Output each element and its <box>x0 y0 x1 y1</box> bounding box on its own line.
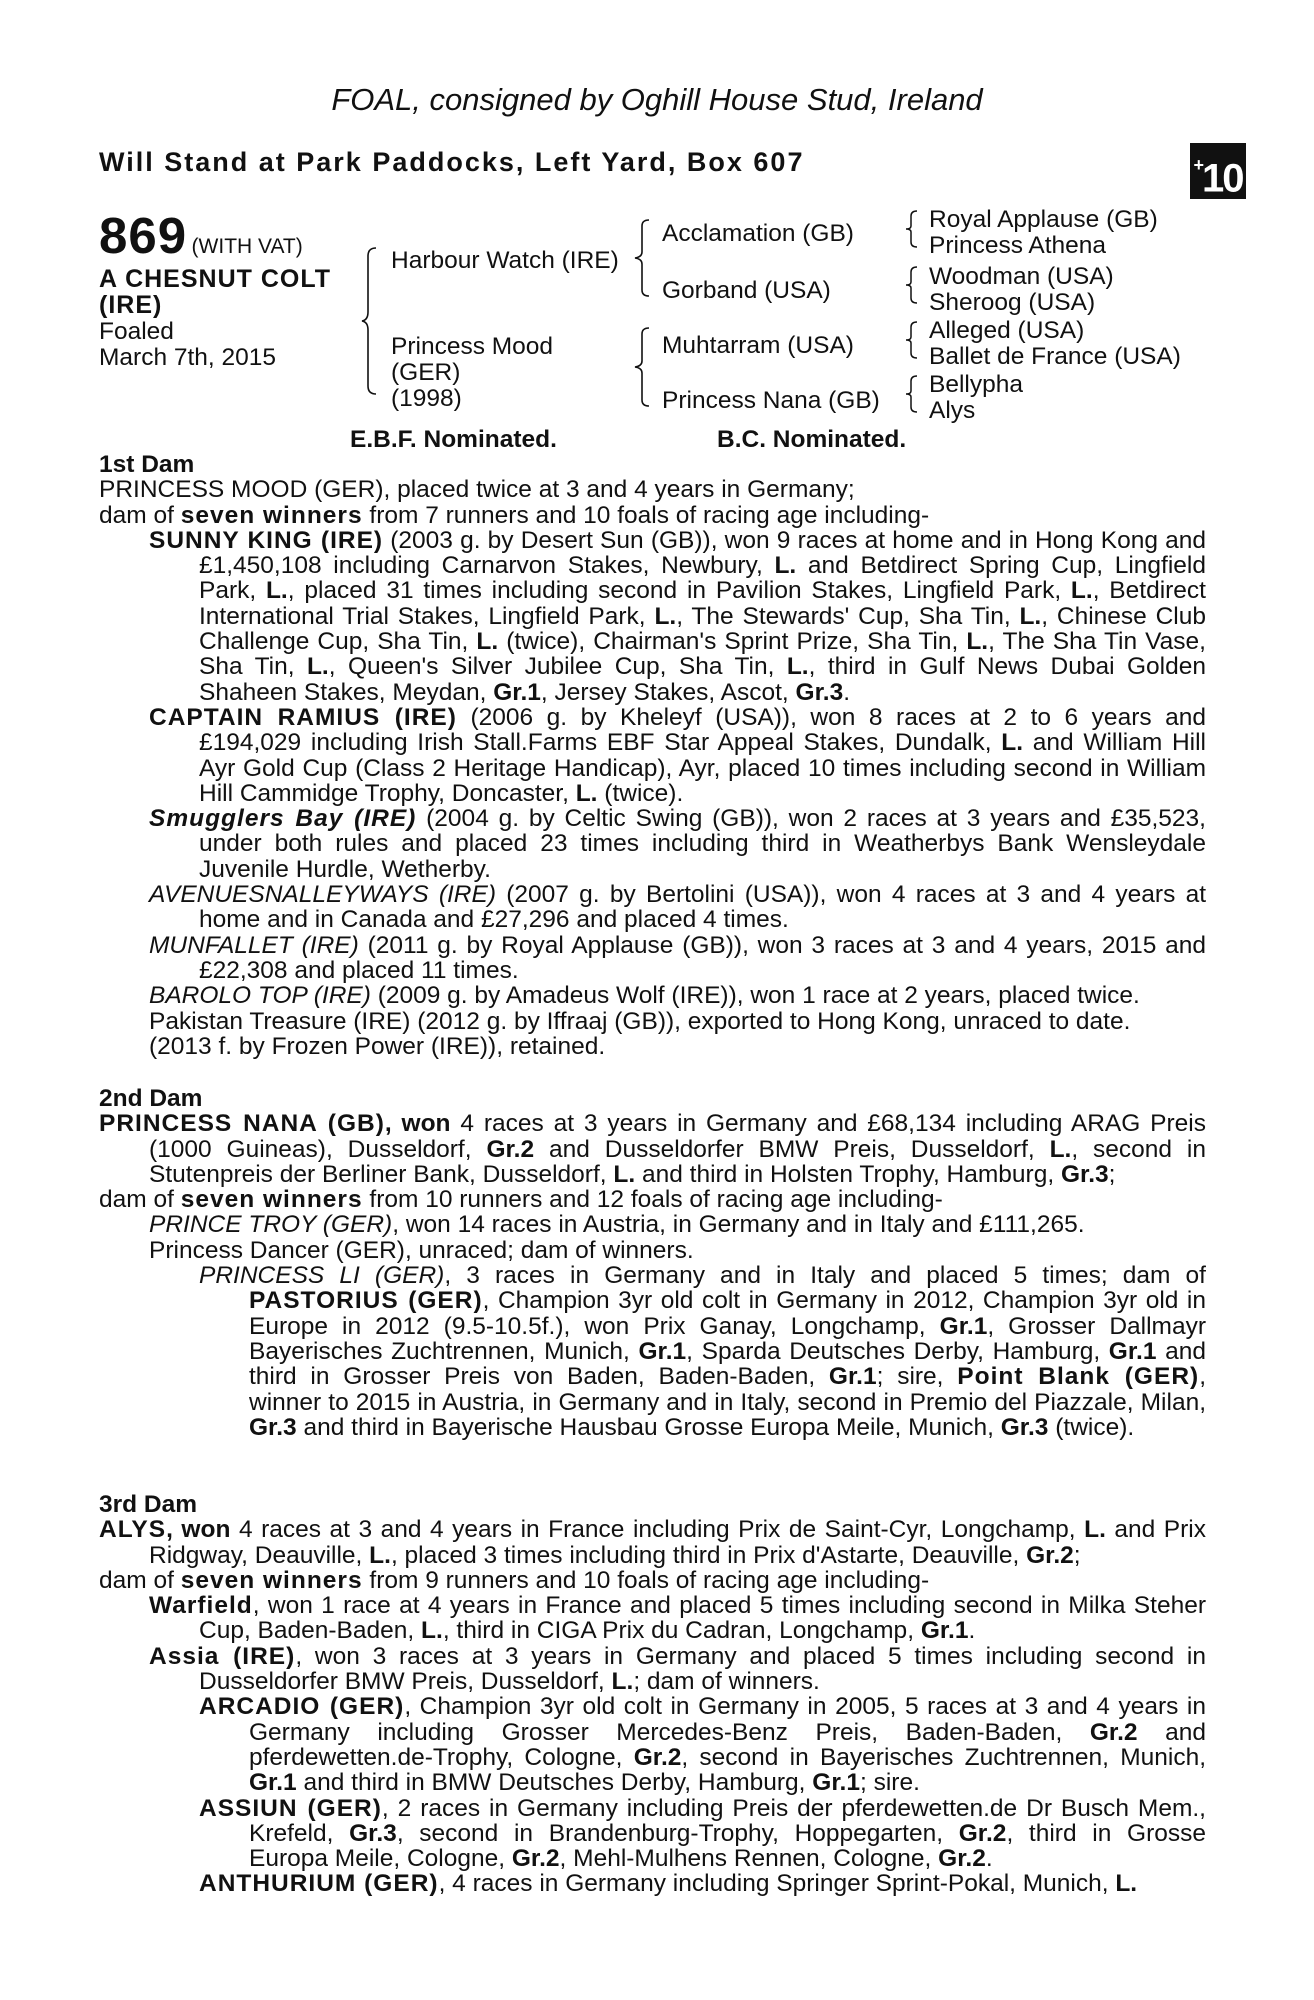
produce-entry: ARCADIO (GER), Champion 3yr old colt in Germany in 2005, 5 races at 3 and 4 years in Germany including Grosser Mercedes-Benz Preis, Baden-Baden, Gr.2 and pferdewetten.de-Trophy, Cologne, Gr.2, second in Bayerisches Zuchtrennen, Munich, Gr.1 and third in BMW Deutsches Derby, Hamburg, Gr.1; sire. <box>199 1693 1206 1797</box>
horse-name: BAROLO TOP (IRE) <box>149 982 371 1010</box>
dam-sire-dam: Ballet de France (USA) <box>929 343 1181 370</box>
badge-mark: + <box>1193 155 1202 175</box>
produce-entry: AVENUESNALLEYWAYS (IRE) (2007 g. by Bertolini (USA)), won 4 races at 3 and 4 years at home and in Canada and £27,296 and placed 4 times. <box>149 881 1207 934</box>
dam-brace <box>633 326 653 408</box>
produce-entry: PRINCE TROY (GER), won 14 races in Austria, in Germany and in Italy and £111,265. <box>149 1211 1085 1239</box>
produce-entry: PRINCESS LI (GER), 3 races in Germany and in Italy and placed 5 times; dam of PASTORIUS (GER), Champion 3yr old colt in Germany in 2012, Champion 3yr old in Europe in 2012 (9.5-10.5f.), won Prix Ganay, Longchamp, Gr.1, Grosser Dallmayr Bayerisches Zuchtrennen, Munich, Gr.1, Sparda Deutsches Derby, Hamburg, Gr.1 and third in Grosser Preis von Baden, Baden-Baden, Gr.1; sire, Point Blank (GER), winner to 2015 in Austria, in Germany and in Italy, second in Premio del Piazzale, Milan, Gr.3 and third in Bayerische Hausbau Grosse Europa Meile, Munich, Gr.3 (twice). <box>199 1262 1206 1441</box>
produce-entry: ASSIUN (GER), 2 races in Germany including Preis der pferdewetten.de Dr Busch Mem., Krefeld, Gr.3, second in Brandenburg-Trophy, Hoppegarten, Gr.2, third in Grosse Europa Meile, Cologne, Gr.2, Mehl-Mulhens Rennen, Cologne, Gr.2. <box>199 1794 1206 1873</box>
brace-sd <box>904 265 920 305</box>
sire-dam-brace <box>360 246 380 396</box>
lot-number: 869 <box>99 207 188 264</box>
sire-dam: Gorband (USA) <box>662 277 831 304</box>
second-dam-heading: 2nd Dam <box>99 1085 203 1112</box>
sire-sire-sire: Royal Applause (GB) <box>929 206 1158 233</box>
vat-label: (WITH VAT) <box>191 235 303 258</box>
sire-sire-dam: Princess Athena <box>929 232 1107 259</box>
sire-dam-dam: Sheroog (USA) <box>929 289 1096 316</box>
ebf-nominated: E.B.F. Nominated. <box>350 426 557 453</box>
dam-dam-dam: Alys <box>929 397 976 424</box>
dam-sire: Muhtarram (USA) <box>662 332 854 359</box>
horse-name: ASSIUN (GER) <box>199 1794 382 1822</box>
horse-name: ANTHURIUM (GER) <box>199 1870 439 1898</box>
third-dam-produce: dam of seven winners from 9 runners and 10 foals of racing age including- <box>99 1566 930 1594</box>
lot-info <box>99 206 303 265</box>
brace-ss <box>904 209 920 249</box>
produce-entry: CAPTAIN RAMIUS (IRE) (2006 g. by Kheleyf (USA)), won 8 races at 2 to 6 years and £194,029 including Irish Stall.Farms EBF Star Appeal Stakes, Dundalk, L. and William Hill Ayr Gold Cup (Class 2 Heritage Handicap), Ayr, placed 10 times including second in William Hill Cammidge Trophy, Doncaster, L. (twice). <box>149 703 1206 807</box>
produce-entry: BAROLO TOP (IRE) (2009 g. by Amadeus Wolf (IRE)), won 1 race at 2 years, placed twice. <box>149 982 1140 1010</box>
stand-location: Will Stand at Park Paddocks, Left Yard, Box 607 <box>99 147 805 177</box>
produce-entry: ANTHURIUM (GER), 4 races in Germany including Springer Sprint-Pokal, Munich, L. <box>199 1870 1138 1898</box>
first-dam-heading: 1st Dam <box>99 451 195 478</box>
horse-name: Assia (IRE) <box>149 1642 296 1670</box>
second-dam-section <box>99 1086 1206 1440</box>
produce-entry: (2013 f. by Frozen Power (IRE)), retained. <box>149 1032 606 1060</box>
sire-sire: Acclamation (GB) <box>662 220 854 247</box>
third-dam-section <box>99 1492 1206 1897</box>
first-dam-intro: PRINCESS MOOD (GER), placed twice at 3 and 4 years in Germany; <box>99 476 855 504</box>
first-dam-produce: dam of seven winners from 7 runners and 10 foals of racing age including- <box>99 501 930 529</box>
horse-name: Warfield <box>149 1592 253 1620</box>
dam-name: Princess Mood <box>391 333 554 360</box>
horse-name: PRINCE TROY (GER) <box>149 1211 393 1239</box>
horse-name: PRINCESS LI (GER) <box>199 1262 445 1290</box>
foaled-label: Foaled <box>99 318 174 345</box>
produce-entry: Pakistan Treasure (IRE) (2012 g. by Iffraaj (GB)), exported to Hong Kong, unraced to date. <box>149 1007 1131 1035</box>
produce-entry: Assia (IRE), won 3 races at 3 years in Germany and placed 5 times including second in Dusseldorfer BMW Preis, Dusseldorf, L.; dam of winners. <box>149 1642 1206 1696</box>
third-dam-heading: 3rd Dam <box>99 1491 198 1518</box>
second-dam-record: PRINCESS NANA (GB), won 4 races at 3 years in Germany and £68,134 including ARAG Preis (1000 Guineas), Dusseldorf, Gr.2 and Dusseldorfer BMW Preis, Dusseldorf, L., second in Stutenpreis der Berliner Bank, Dusseldorf, L. and third in Holsten Trophy, Hamburg, Gr.3; <box>99 1110 1206 1188</box>
produce-entry: SUNNY KING (IRE) (2003 g. by Desert Sun (GB)), won 9 races at home and in Hong Kong and £1,450,108 including Carnarvon Stakes, Newbury, L. and Betdirect Spring Cup, Lingfield Park, L., placed 31 times including second in Pavilion Stakes, Lingfield Park, L., Betdirect International Trial Stakes, Lingfield Park, L., The Stewards' Cup, Sha Tin, L., Chinese Club Challenge Cup, Sha Tin, L. (twice), Chairman's Sprint Prize, Sha Tin, L., The Sha Tin Vase, Sha Tin, L., Queen's Silver Jubilee Cup, Sha Tin, L., third in Gulf News Dubai Golden Shaheen Stakes, Meydan, Gr.1, Jersey Stakes, Ascot, Gr.3. <box>149 526 1207 706</box>
sire-brace <box>633 218 653 298</box>
dam-sire-sire: Alleged (USA) <box>929 317 1085 344</box>
brace-ds <box>904 320 920 360</box>
horse-name: MUNFALLET (IRE) <box>149 931 359 959</box>
third-dam-record: ALYS, won 4 races at 3 and 4 years in France including Prix de Saint-Cyr, Longchamp, L. and Prix Ridgway, Deauville, L., placed 3 times including third in Prix d'Astarte, Deauville, Gr.2; <box>99 1516 1207 1569</box>
horse-name: CAPTAIN RAMIUS (IRE) <box>149 703 457 731</box>
bc-nominated: B.C. Nominated. <box>717 426 907 453</box>
horse-name: Smugglers Bay (IRE) <box>149 805 417 833</box>
sire-dam-sire: Woodman (USA) <box>929 263 1114 290</box>
dam-year: (1998) <box>391 385 462 412</box>
sire-name: Harbour Watch (IRE) <box>391 247 619 274</box>
horse-name: SUNNY KING (IRE) <box>149 526 384 554</box>
lot-badge <box>1190 143 1246 199</box>
horse-name: ARCADIO (GER) <box>199 1693 405 1721</box>
produce-entry: MUNFALLET (IRE) (2011 g. by Royal Applause (GB)), won 3 races at 3 and 4 years, 2015 and £22,308 and placed 11 times. <box>149 931 1206 984</box>
consignor-title: FOAL, consigned by Oghill House Stud, Ireland <box>331 82 983 117</box>
lot-description: A CHESNUT COLT <box>99 265 332 293</box>
horse-name: AVENUESNALLEYWAYS (IRE) <box>149 881 497 909</box>
lot-origin: (IRE) <box>99 291 163 319</box>
produce-entry: Smugglers Bay (IRE) (2004 g. by Celtic Swing (GB)), won 2 races at 3 years and £35,523, under both rules and placed 23 times including third in Weatherbys Bank Wensleydale Juvenile Hurdle, Wetherby. <box>149 805 1206 883</box>
produce-entry: Princess Dancer (GER), unraced; dam of winners. <box>149 1236 694 1264</box>
badge-number: 10 <box>1202 156 1243 201</box>
foaled-date: March 7th, 2015 <box>99 344 277 371</box>
brace-dd <box>904 374 920 414</box>
dam-dam: Princess Nana (GB) <box>662 387 880 414</box>
second-dam-produce: dam of seven winners from 10 runners and 12 foals of racing age including- <box>99 1186 943 1214</box>
first-dam-section <box>99 452 1206 1059</box>
dam-dam-sire: Bellypha <box>929 371 1023 398</box>
dam-country: (GER) <box>391 359 461 386</box>
produce-entry: Warfield, won 1 race at 4 years in France and placed 5 times including second in Milka Steher Cup, Baden-Baden, L., third in CIGA Prix du Cadran, Longchamp, Gr.1. <box>149 1592 1206 1645</box>
